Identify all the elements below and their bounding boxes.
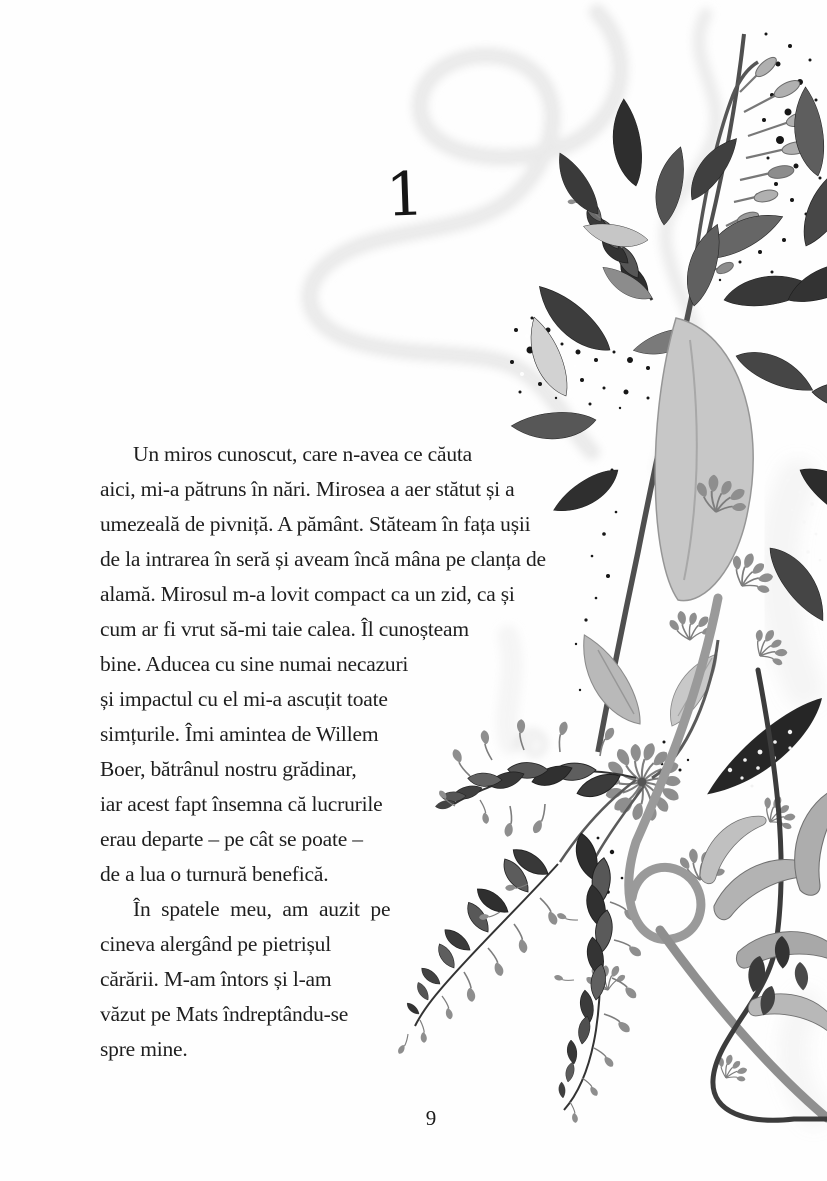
hanging-leaves — [568, 628, 726, 734]
text-line: cum ar fi vrut să-mi taie calea. Îl cunoșteam — [100, 617, 469, 641]
text-line: alamă. Mirosul m-a lovit compact ca un zid, ca și — [100, 582, 515, 606]
text-line: Un miros cunoscut, care n-avea ce căuta — [133, 442, 473, 466]
chapter-number: 1 — [384, 159, 426, 231]
text-line: de a lua o turnură benefică. — [100, 862, 329, 886]
crescent-pods — [686, 775, 827, 1050]
paragraph-2 — [100, 892, 546, 1067]
text-line: cărării. M-am întors și l-am — [100, 967, 332, 991]
text-line: bine. Aducea cu sine numai necazuri — [100, 652, 409, 676]
text-line: aici, mi-a pătruns în nări. Mirosea a aer stătut și a — [100, 477, 515, 501]
body-text — [100, 437, 546, 1067]
text-line: spre mine. — [100, 1037, 188, 1061]
text-line: văzut pe Mats îndreptându-se — [100, 1002, 349, 1026]
text-line: cineva alergând pe pietrișul — [100, 932, 332, 956]
text-line: de la intrarea în seră și aveam încă mâna pe clanța de — [100, 547, 546, 571]
text-line: În spatele meu, am auzit pe — [133, 897, 391, 921]
text-line: Boer, bătrânul nostru grădinar, — [100, 757, 357, 781]
text-line: erau departe – pe cât se poate – — [100, 827, 363, 851]
text-line: iar acest fapt însemna că lucrurile — [100, 792, 383, 816]
paragraph-1 — [100, 437, 546, 892]
text-line: și impactul cu el mi-a ascuțit toate — [100, 687, 388, 711]
text-line: simțurile. Îmi amintea de Willem — [100, 722, 379, 746]
text-line: umezeală de pivniță. A pământ. Stăteam în fața ușii — [100, 512, 531, 536]
page-number: 9 — [425, 1106, 437, 1130]
